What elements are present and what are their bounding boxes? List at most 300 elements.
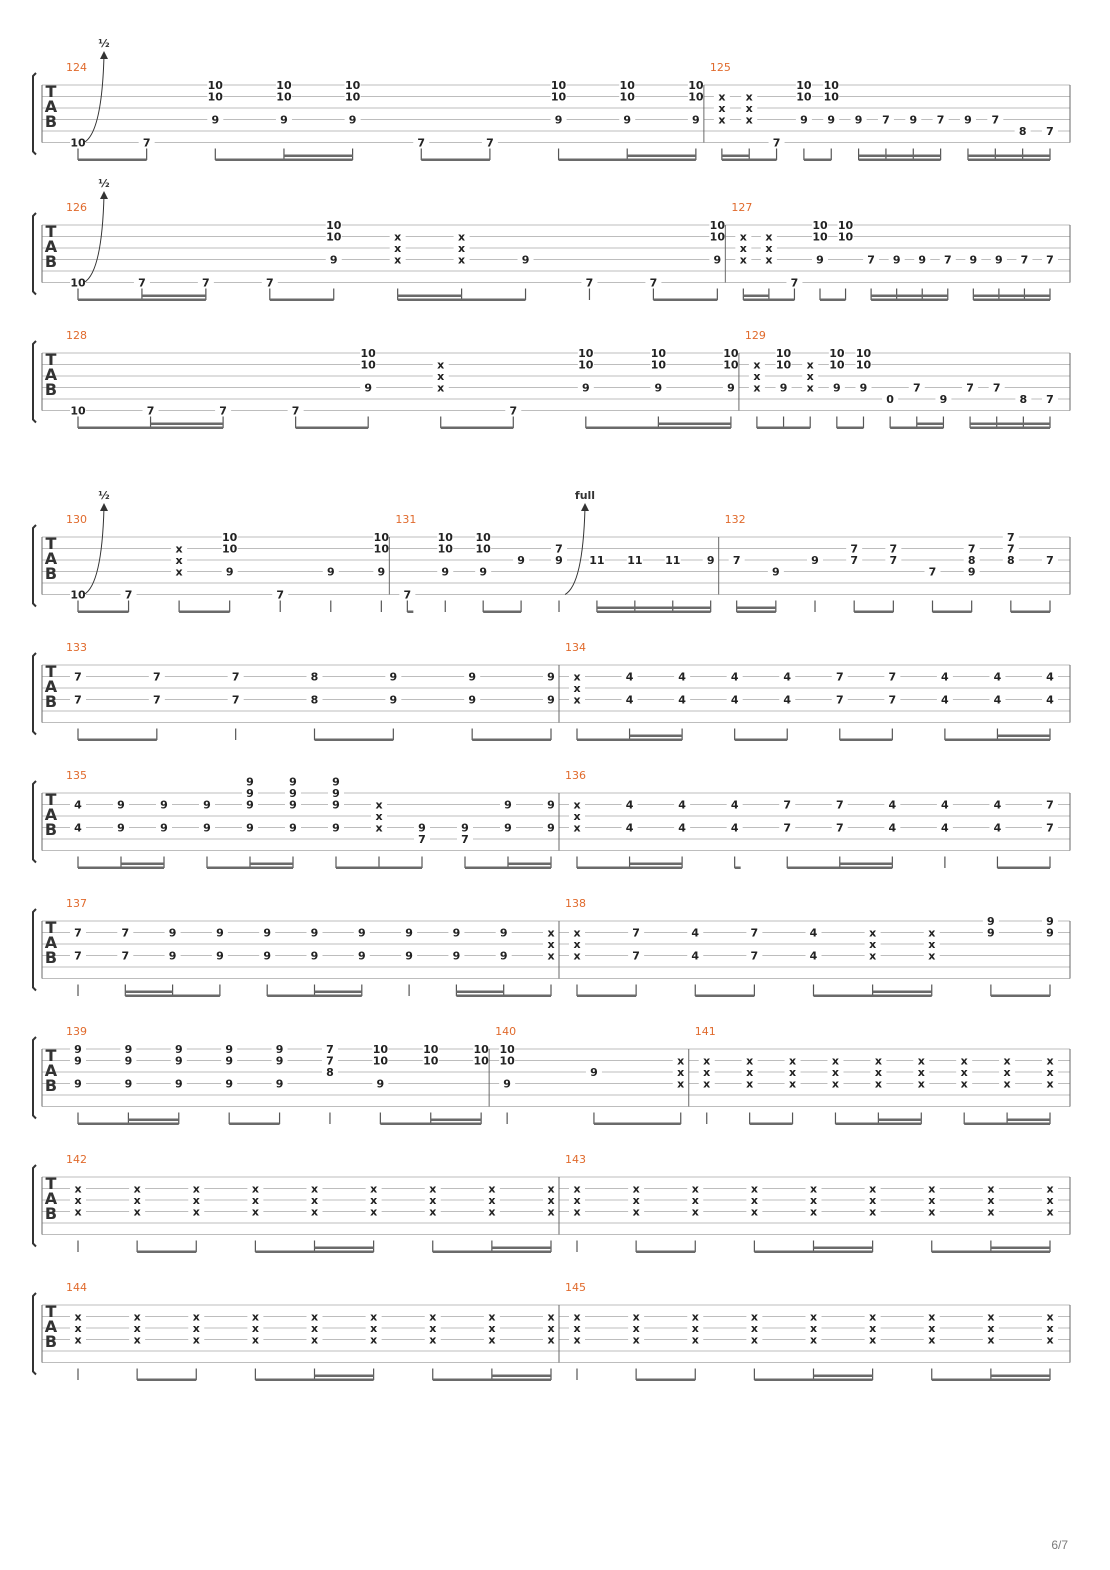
system-bracket (33, 781, 36, 863)
fret-number: 9 (168, 926, 177, 940)
dead-note: x (573, 810, 581, 823)
fret-number: 9 (117, 821, 125, 835)
fret-number: 9 (499, 926, 508, 940)
fret-number: 10 (688, 90, 704, 104)
dead-note: x (746, 1054, 754, 1068)
fret-number: 10 (775, 358, 792, 372)
dead-note: x (806, 358, 814, 372)
note-chord (354, 927, 370, 997)
fret-number: 10 (550, 90, 567, 104)
dead-note: x (789, 1077, 797, 1091)
fret-number: 8 (310, 670, 319, 684)
dead-note: x (394, 253, 402, 267)
note-chord (414, 822, 430, 869)
note-beam (296, 427, 369, 430)
dead-note: x (677, 1054, 685, 1068)
note-chord (884, 799, 900, 869)
page-number: 6/7 (1051, 1538, 1068, 1552)
note-beam (125, 991, 172, 994)
fret-number: 9 (246, 787, 254, 800)
bend-curve (84, 195, 104, 283)
dead-note: x (928, 1182, 936, 1196)
dead-note: x (547, 1333, 555, 1347)
dead-note: x (691, 1310, 699, 1324)
measure (66, 641, 559, 741)
fret-number: 9 (590, 1066, 598, 1079)
fret-number: 9 (74, 1043, 82, 1056)
note-chord (505, 405, 521, 429)
note-beam (820, 299, 846, 302)
dead-note: x (874, 1066, 882, 1079)
dead-note: x (74, 1322, 82, 1335)
note-chord (779, 799, 795, 869)
fret-number: 10 (70, 588, 86, 602)
fret-number: 7 (991, 113, 1000, 127)
measure-number: 128 (66, 329, 87, 342)
fret-number: 7 (121, 949, 130, 963)
note-beam (137, 1379, 196, 1382)
tab-clef-letter: A (44, 97, 58, 116)
note-chord (121, 589, 137, 613)
note-chord (991, 254, 1007, 301)
note-beam (78, 427, 223, 430)
measure-number: 131 (395, 513, 417, 526)
fret-number: 7 (732, 554, 741, 567)
fret-number: 8 (1019, 393, 1028, 406)
note-chord (221, 1043, 237, 1124)
note-beam (137, 1251, 196, 1254)
measure-number: 130 (66, 513, 87, 526)
dead-note: x (74, 1182, 82, 1196)
fret-number: 9 (441, 565, 450, 579)
note-chord (482, 137, 498, 161)
bend-label: ½ (98, 177, 110, 190)
fret-number: 7 (74, 926, 82, 940)
fret-number: 7 (967, 542, 976, 556)
fret-number: 9 (692, 113, 700, 127)
fret-number: 7 (461, 833, 469, 846)
fret-number: 7 (202, 276, 210, 290)
note-beam (873, 991, 932, 994)
note-chord (851, 114, 867, 161)
dead-note: x (1003, 1054, 1011, 1068)
dead-note: x (928, 1333, 936, 1347)
fret-number: 9 (275, 1077, 284, 1091)
dead-note: x (703, 1054, 711, 1068)
dead-note: x (488, 1333, 496, 1347)
dead-note: x (74, 1333, 82, 1347)
note-beam (577, 739, 682, 742)
dead-note: x (192, 1333, 200, 1347)
note-chord (940, 254, 956, 301)
fret-number: 7 (889, 542, 898, 556)
dead-note: x (573, 1333, 581, 1347)
measure-number: 141 (694, 1025, 716, 1038)
tab-clef-letter: B (44, 1332, 58, 1351)
fret-number: 10 (823, 90, 839, 104)
dead-note: x (632, 1310, 640, 1324)
dead-note: x (869, 1205, 877, 1219)
fret-number: 8 (1018, 125, 1027, 138)
fret-number: 7 (265, 276, 274, 290)
fret-number: 7 (276, 588, 285, 602)
dead-note: x (310, 1333, 319, 1347)
note-chord (727, 671, 743, 741)
dead-note: x (133, 1333, 141, 1347)
fret-number: 9 (909, 113, 918, 127)
note-chord (551, 543, 567, 613)
note-chord (171, 1043, 187, 1124)
fret-number: 10 (326, 219, 342, 232)
note-chord (569, 1311, 585, 1381)
note-chord (989, 671, 1005, 741)
fret-number: 9 (517, 554, 525, 567)
fret-number: 11 (665, 554, 681, 567)
dead-note: x (765, 242, 773, 255)
tab-clef-letter: B (44, 692, 58, 711)
fret-number: 4 (74, 798, 82, 812)
measure (66, 1281, 559, 1381)
fret-number: 9 (168, 949, 177, 963)
fret-number: 7 (74, 670, 82, 684)
note-chord (779, 671, 795, 741)
note-beam (743, 299, 794, 302)
fret-number: 9 (892, 253, 901, 267)
dead-note: x (806, 370, 814, 383)
dead-note: x (718, 90, 726, 104)
dead-note: x (192, 1182, 200, 1196)
note-beam (973, 299, 1050, 302)
tab-system (33, 1153, 1070, 1253)
note-beam (407, 611, 413, 614)
note-chord (207, 79, 223, 160)
fret-number: 9 (405, 949, 413, 963)
tab-system (33, 641, 1070, 741)
dead-note: x (547, 1322, 555, 1335)
dead-note: x (1046, 1322, 1054, 1335)
fret-number: 7 (835, 670, 844, 684)
dead-note: x (310, 1322, 319, 1335)
fret-number: 4 (783, 693, 792, 707)
fret-number: 9 (225, 565, 234, 579)
tab-system (33, 177, 1070, 301)
dead-note: x (133, 1205, 141, 1219)
note-chord (543, 799, 559, 869)
note-chord (645, 277, 661, 301)
note-beam (722, 159, 777, 162)
measure-number: 125 (709, 61, 731, 74)
note-chord (242, 776, 258, 869)
tab-system (33, 897, 1070, 997)
dead-note: x (1046, 1077, 1054, 1091)
dead-note: x (831, 1077, 840, 1091)
system-bracket (33, 653, 36, 735)
fret-number: 9 (854, 113, 863, 127)
note-chord (390, 231, 406, 301)
dead-note: x (488, 1194, 496, 1207)
note-chord (628, 1183, 644, 1253)
note-chord (889, 254, 905, 301)
note-chord (742, 1055, 758, 1125)
dead-note: x (573, 1194, 581, 1207)
note-beam (840, 739, 893, 742)
fret-number: 9 (706, 554, 715, 567)
note-chord (70, 1043, 86, 1124)
fret-number: 9 (503, 1077, 511, 1091)
tab-clef-letter: T (45, 1302, 57, 1321)
dead-note: x (1046, 1054, 1054, 1068)
note-chord (823, 79, 839, 160)
dead-note: x (1046, 1333, 1054, 1347)
note-chord (413, 137, 429, 161)
dead-note: x (691, 1194, 699, 1207)
bend-arrowhead (581, 503, 589, 511)
fret-number: 9 (357, 949, 366, 963)
fret-number: 9 (275, 1054, 284, 1068)
dead-note: x (874, 1054, 882, 1068)
fret-number: 4 (625, 821, 634, 835)
note-chord (987, 114, 1003, 161)
fret-number: 7 (555, 542, 563, 556)
note-beam (636, 1379, 695, 1382)
fret-number: 9 (800, 113, 808, 127)
fret-number: 9 (1046, 926, 1054, 940)
note-chord (373, 531, 389, 612)
note-beam (932, 1251, 1050, 1254)
dead-note: x (869, 1333, 877, 1347)
dead-note: x (750, 1310, 758, 1324)
fret-number: 9 (263, 949, 272, 963)
note-beam (78, 739, 157, 742)
note-beam (577, 995, 636, 998)
dead-note: x (928, 949, 936, 963)
fret-number: 7 (486, 136, 494, 150)
fret-number: 4 (625, 670, 634, 684)
measure-number: 129 (744, 329, 766, 342)
note-chord (924, 1183, 940, 1253)
fret-number: 9 (555, 554, 563, 567)
note-chord (878, 114, 894, 161)
note-chord (371, 799, 387, 869)
fret-number: 7 (882, 113, 890, 127)
note-chord (288, 405, 304, 429)
tab-system (33, 1281, 1070, 1381)
fret-number: 10 (475, 531, 491, 544)
fret-number: 9 (364, 381, 373, 395)
dead-note: x (691, 1333, 699, 1347)
dead-note: x (251, 1182, 259, 1196)
fret-number: 7 (219, 404, 227, 418)
note-beam (255, 1251, 373, 1254)
dead-note: x (718, 102, 726, 115)
dead-note: x (928, 926, 936, 940)
dead-note: x (175, 542, 183, 556)
note-chord (776, 347, 792, 428)
dead-note: x (251, 1194, 259, 1207)
dead-note: x (869, 926, 877, 940)
tab-clef-letter: B (44, 1204, 58, 1223)
note-beam (636, 1251, 695, 1254)
fret-number: 7 (790, 276, 799, 290)
note-beam (933, 611, 972, 614)
fret-number: 7 (1046, 393, 1054, 406)
note-chord (983, 1183, 999, 1253)
note-chord (259, 927, 275, 997)
dead-note: x (437, 358, 445, 372)
tab-clef-letter: T (45, 222, 57, 241)
note-chord (687, 1183, 703, 1253)
dead-note: x (573, 693, 581, 707)
bend-label: ½ (98, 37, 110, 50)
dead-note: x (632, 1205, 640, 1219)
note-chord (569, 927, 585, 997)
note-chord (768, 566, 784, 613)
note-chord (129, 1183, 145, 1253)
note-chord (464, 671, 480, 741)
fret-number: 9 (280, 113, 288, 127)
dead-note: x (703, 1077, 711, 1091)
note-chord (933, 114, 949, 161)
fret-number: 10 (373, 531, 389, 544)
fret-number: 4 (730, 821, 739, 835)
fret-number: 10 (373, 542, 389, 556)
fret-number: 9 (124, 1054, 133, 1068)
fret-number: 9 (389, 670, 398, 684)
dead-note: x (370, 1194, 378, 1207)
note-beam (859, 155, 941, 158)
note-beam (754, 1379, 872, 1382)
note-chord (699, 1055, 715, 1125)
tab-clef-letter: B (44, 252, 58, 271)
fret-number: 9 (124, 1043, 133, 1056)
dead-note: x (310, 1310, 319, 1324)
note-chord (496, 927, 512, 997)
tab-clef-letter: A (44, 365, 58, 384)
fret-number: 9 (987, 926, 995, 940)
dead-note: x (1046, 1310, 1054, 1324)
fret-number: 7 (1046, 253, 1054, 267)
fret-number: 7 (124, 588, 133, 602)
note-chord (70, 277, 86, 301)
dead-note: x (789, 1054, 797, 1068)
tab-clef-letter: B (44, 1076, 58, 1095)
note-beam (270, 299, 334, 302)
note-beam (735, 739, 788, 742)
note-beam (78, 867, 164, 870)
note-beam (121, 863, 164, 866)
fret-number: 7 (585, 276, 594, 290)
fret-number: 7 (992, 381, 1001, 395)
fret-number: 10 (372, 1043, 389, 1056)
bend-arrow (84, 177, 110, 283)
note-chord (622, 799, 638, 869)
dead-note: x (429, 1194, 437, 1207)
tab-clef-letter: T (45, 534, 57, 553)
note-beam (722, 155, 749, 158)
fret-number: 9 (326, 565, 335, 579)
fret-number: 4 (993, 670, 1002, 684)
note-chord (543, 671, 559, 741)
dead-note: x (745, 102, 753, 115)
dead-note: x (370, 1205, 378, 1219)
system-bracket (33, 341, 36, 423)
fret-number: 0 (886, 393, 894, 406)
note-chord (272, 589, 288, 613)
tab-clef-letter: T (45, 1046, 57, 1065)
system-bracket (33, 73, 36, 155)
dead-note: x (458, 253, 466, 267)
note-chord (1016, 254, 1032, 301)
dead-note: x (251, 1333, 259, 1347)
note-chord (914, 254, 930, 301)
note-chord (999, 1055, 1015, 1125)
fret-number: 9 (779, 381, 788, 395)
note-chord (366, 1311, 382, 1381)
note-chord (129, 1311, 145, 1381)
bend-label: full (574, 489, 596, 502)
note-chord (70, 1311, 86, 1381)
note-chord (70, 589, 86, 613)
measure (689, 1025, 1058, 1125)
note-chord (345, 79, 361, 160)
dead-note: x (831, 1054, 840, 1068)
note-chord (628, 927, 644, 997)
note-beam (431, 1119, 481, 1122)
fret-number: 9 (174, 1043, 183, 1056)
note-chord (372, 1043, 388, 1124)
fret-number: 9 (969, 253, 978, 267)
dead-note: x (1046, 1182, 1054, 1196)
measure (704, 61, 1058, 161)
note-chord (457, 822, 473, 869)
note-chord (543, 1183, 559, 1253)
dead-note: x (547, 926, 555, 940)
tab-clef-letter: T (45, 82, 57, 101)
dead-note: x (753, 358, 761, 372)
measure-number: 137 (66, 897, 87, 910)
measure-number: 135 (66, 769, 87, 782)
tab-clef-letter: A (44, 237, 58, 256)
fret-number: 7 (146, 404, 155, 418)
note-chord (962, 382, 978, 429)
dead-note: x (765, 230, 773, 244)
tab-system (33, 769, 1070, 869)
fret-number: 7 (291, 404, 300, 418)
fret-number: 9 (332, 775, 340, 789)
fret-number: 7 (1046, 125, 1054, 138)
dead-note: x (928, 1322, 936, 1335)
dead-note: x (573, 798, 581, 812)
fret-number: 9 (499, 949, 508, 963)
fret-number: 9 (623, 113, 632, 127)
note-chord (709, 219, 725, 300)
dead-note: x (251, 1310, 259, 1324)
fret-number: 9 (246, 798, 254, 812)
fret-number: 10 (473, 1054, 489, 1068)
fret-number: 9 (74, 1054, 82, 1068)
fret-number: 7 (418, 833, 426, 846)
tab-clef-letter: A (44, 933, 58, 952)
dead-note: x (1046, 1205, 1054, 1219)
note-chord (741, 91, 757, 161)
measure-number: 140 (495, 1025, 517, 1038)
fret-number: 10 (499, 1054, 515, 1068)
note-chord (989, 382, 1005, 429)
dead-note: x (739, 253, 747, 267)
note-chord (924, 1311, 940, 1381)
dead-note: x (488, 1322, 496, 1335)
dead-note: x (251, 1205, 259, 1219)
